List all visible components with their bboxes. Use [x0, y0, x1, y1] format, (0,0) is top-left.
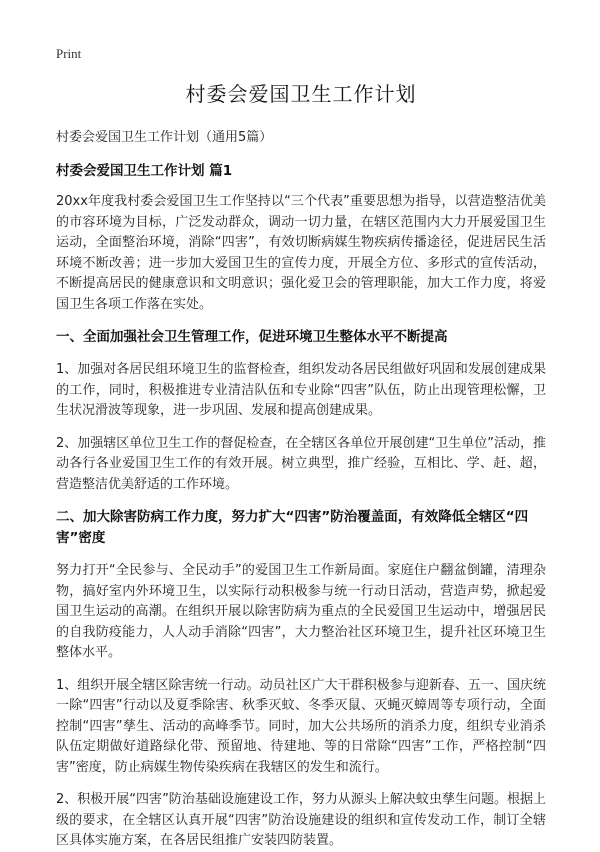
heading-one-item-2: 2、加强辖区单位卫生工作的督促检查，在全辖区各单位开展创建“卫生单位”活动，推动各行各业爱国卫生工作的有效开展。树立典型，推广经验，互相比、学、赶、超，营造整洁优美舒适的工作环境。 — [56, 435, 546, 492]
heading-one-item-1: 1、加强对各居民组环境卫生的监督检查，组织发动各居民组做好巩固和发展创建成果的工作，同时，积极推进专业清洁队伍和专业除“四害”队伍，防止出现管理松懈，卫生状况滑波等现象，进一步巩固、发展和提高创建成果。 — [56, 362, 546, 418]
print-link[interactable]: Print — [56, 46, 82, 61]
section-heading: 村委会爱国卫生工作计划 篇1 — [56, 163, 233, 179]
heading-two-intro: 努力打开“全民参与、全民动手”的爱国卫生工作新局面。家庭住户翻盆倒罐，清理杂物，搞好室内外环境卫生，以实际行动积极参与统一行动日活动，营造声势，掀起爱国卫生运动的高潮。在组织开展以除害防病为重点的全民爱国卫生运动中，增强居民的自我防疫能力，人人动手消除“四害”，大力整治社区环境卫生，提升社区环境卫生整体水平。 — [56, 563, 546, 660]
intro-paragraph: 20xx年度我村委会爱国卫生工作坚持以“三个代表”重要思想为指导，以营造整洁优美的市容环境为目标，广泛发动群众，调动一切力量，在辖区范围内大力开展爱国卫生运动，全面整治环境，消除“四害”，有效切断病媒生物疾病传播途径，促进居民生活环境不断改善；进一步加大爱国卫生的宣传力度，开展全方位、多形式的宣传活动，不断提高居民的健康意识和文明意识；强化爱卫会的管理职能，加大工作力度，将爱国卫生各项工作落在实处。 — [56, 194, 546, 312]
heading-two: 二、加大除害防病工作力度，努力扩大“四害”防治覆盖面，有效降低全辖区“四害”密度 — [56, 509, 529, 546]
document-subtitle: 村委会爱国卫生工作计划（通用5篇） — [56, 130, 273, 145]
document-title: 村委会爱国卫生工作计划 — [185, 82, 417, 106]
heading-two-item-2: 2、积极开展“四害”防治基础设施建设工作，努力从源头上解决蚊虫孳生问题。根据上级的要求，在全辖区认真开展“四害”防治设施建设的组织和宣传发动工作，制订全辖区具体实施方案，在各居民组推广安装四防装置。 — [56, 792, 546, 848]
heading-two-item-1: 1、组织开展全辖区除害统一行动。动员社区广大干群积极参与迎新春、五一、国庆统一除“四害”行动以及夏季除害、秋季灭蚊、冬季灭鼠、灭蝇灭蟑周等专项行动，全面控制“四害”孳生、活动的高峰季节。同时，加大公共场所的消杀力度，组织专业消杀队伍定期做好道路绿化带、预留地、待建地、等的日常除“四害”工作，严格控制“四害”密度，防止病媒生物传染疾病在我辖区的发生和流行。 — [56, 677, 546, 775]
heading-one: 一、全面加强社会卫生管理工作，促进环境卫生整体水平不断提高 — [56, 329, 448, 345]
